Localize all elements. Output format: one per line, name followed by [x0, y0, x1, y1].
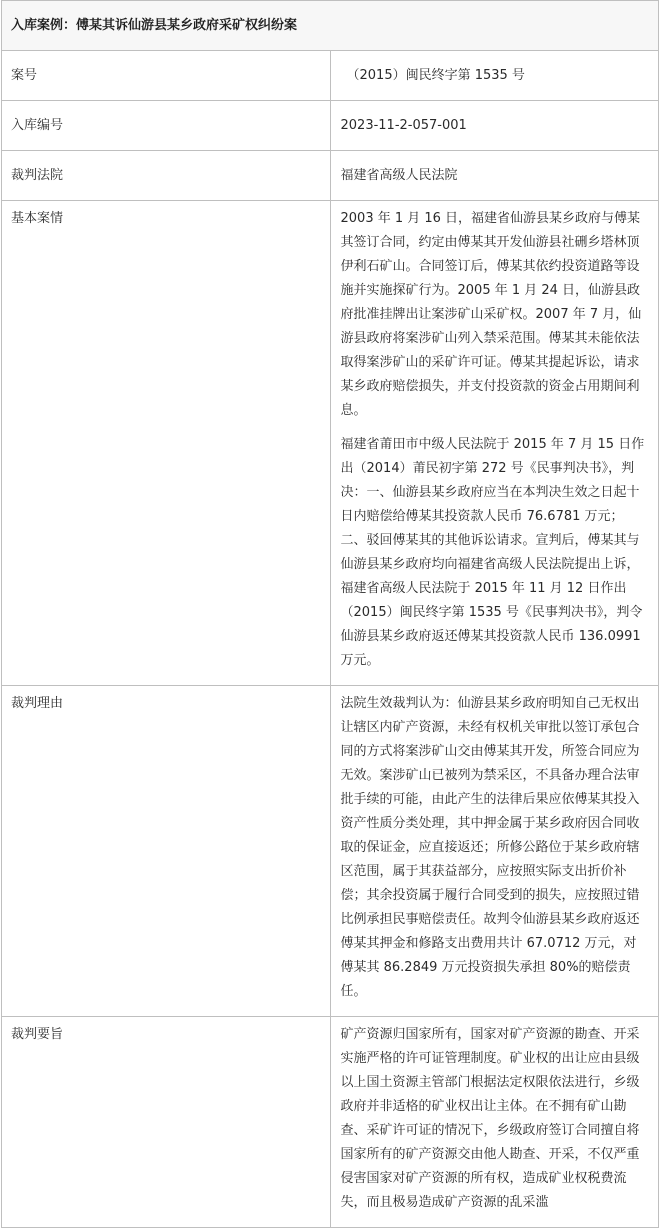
- case-no-value: （2015）闽民终字第 1535 号: [346, 68, 525, 83]
- court-label: 裁判法院: [2, 151, 331, 201]
- reasoning-value: [330, 686, 659, 1017]
- entry-no-value: 2023-11-2-057-001: [330, 101, 659, 151]
- basic-facts-paragraph-2: 福建省莆田市中级人民法院于 2015 年 7 月 15 日作出（2014）莆民初字第 272 号《民事判决书》，判决：一、仙游县某乡政府应当在本判决生效之日起十日内赔偿给傅某其投资款人民币 76.6781 万元；二、驳回傅某其的其他诉讼请求。宣判后，傅某其与仙游县某乡政府均向福建省高级人民法院提出上诉，福建省高级人民法院于 2015 年 11 月 12 日作出（2015）闽民终字第 1535 号《民事判决书》，判令仙游县某乡政府返还傅某其投资款人民币 136.0991 万元。: [340, 437, 645, 668]
- entry-no-label: 入库编号: [2, 101, 331, 151]
- case-no-row: [2, 51, 659, 101]
- basic-facts-value: [330, 201, 659, 686]
- basic-facts-row: [2, 201, 659, 686]
- entry-no-row: [2, 101, 659, 151]
- basic-facts-paragraph-1: 2003 年 1 月 16 日，福建省仙游县某乡政府与傅某其签订合同，约定由傅某其开发仙游县社硎乡塔林顶伊利石矿山。合同签订后，傅某其依约投资道路等设施并实施探矿行为。2005 年 1 月 24 日，仙游县政府批准挂牌出让案涉矿山采矿权。2007 年 7 月，仙游县政府将案涉矿山列入禁采范围。傅某其未能依法取得案涉矿山的采矿许可证。傅某其提起诉讼，请求某乡政府赔偿损失，并支付投资款的资金占用期间利息。: [340, 211, 642, 418]
- gist-paragraph: 矿产资源归国家所有，国家对矿产资源的勘查、开采实施严格的许可证管理制度。矿业权的出让应由县级以上国土资源主管部门根据法定权限依法进行，乡级政府并非适格的矿业权出让主体。在不拥有矿山勘查、采矿许可证的情况下，乡级政府签订合同擅自将国家所有的矿产资源交由他人勘查、开采，不仅严重侵害国家对矿产资源的所有权，造成矿业权税费流失，而且极易造成矿产资源的乱采滥: [340, 1027, 640, 1210]
- case-no-label: 案号: [2, 51, 331, 101]
- title-row: [2, 1, 659, 51]
- court-row: [2, 151, 659, 201]
- court-value: 福建省高级人民法院: [330, 151, 659, 201]
- reasoning-label: 裁判理由: [2, 686, 331, 1017]
- reasoning-paragraph: 法院生效裁判认为：仙游县某乡政府明知自己无权出让辖区内矿产资源，未经有权机关审批以签订承包合同的方式将案涉矿山交由傅某其开发，所签合同应为无效。案涉矿山已被列为禁采区，不具备办理合法审批手续的可能，由此产生的法律后果应依傅某其投入资产性质分类处理，其中押金属于某乡政府因合同收取的保证金，应直接返还；所修公路位于某乡政府辖区范围，属于其获益部分，应按照实际支出折价补偿；其余投资属于履行合同受到的损失，应按照过错比例承担民事赔偿责任。故判令仙游县某乡政府返还傅某其押金和修路支出费用共计 67.0712 万元，对傅某其 86.2849 万元投资损失承担 80%的赔偿责任。: [340, 696, 640, 999]
- case-table: [1, 0, 659, 1228]
- gist-label: 裁判要旨: [2, 1017, 331, 1228]
- basic-facts-label: 基本案情: [2, 201, 331, 686]
- gist-row: [2, 1017, 659, 1228]
- reasoning-row: [2, 686, 659, 1017]
- gist-value: [330, 1017, 659, 1228]
- case-title: 入库案例：傅某其诉仙游县某乡政府采矿权纠纷案: [2, 1, 659, 51]
